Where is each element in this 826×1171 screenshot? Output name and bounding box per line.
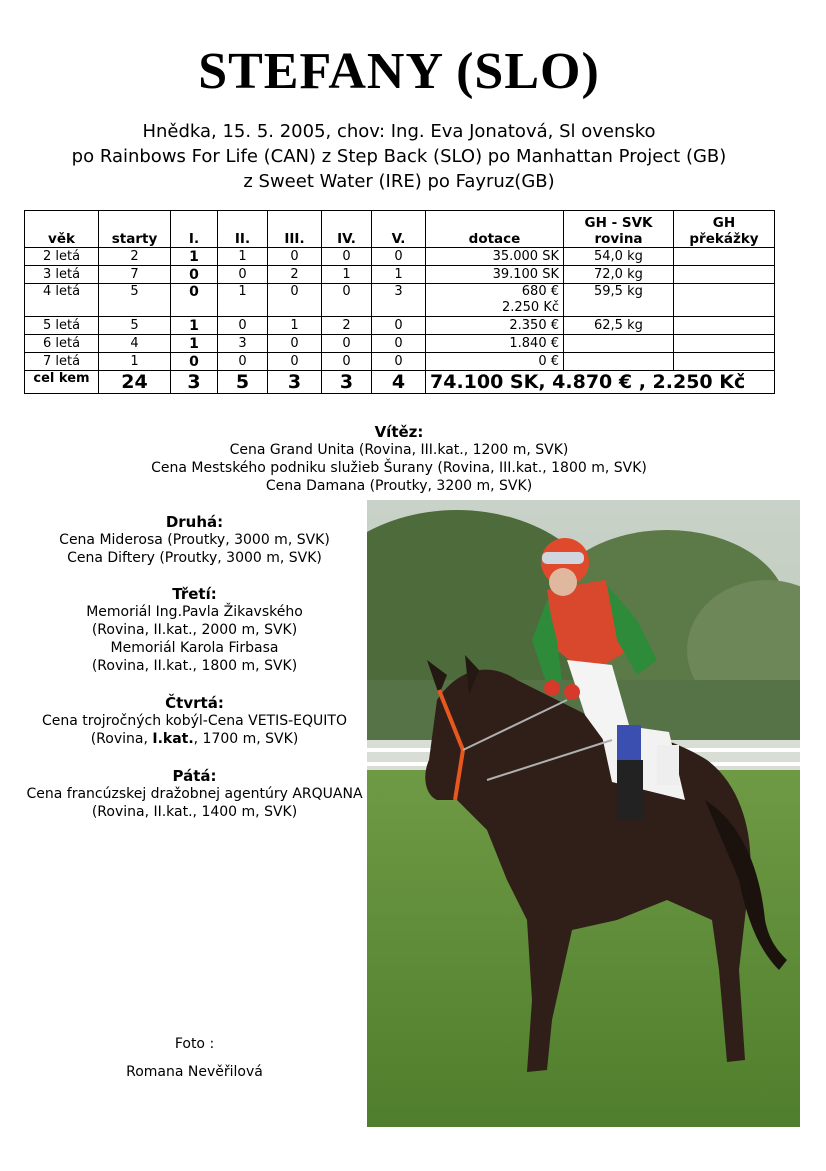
third-item: (Rovina, II.kat., 2000 m, SVK) — [91, 622, 298, 638]
cell-starty: 1 — [99, 353, 171, 371]
horse-pedigree-line-2: po Rainbows For Life (CAN) z Step Back (SLO) po Manhattan Project (GB) — [71, 146, 727, 167]
fourth-item-2 — [22, 730, 367, 748]
fifth-item: (Rovina, II.kat., 1400 m, SVK) — [91, 804, 298, 820]
third-header: Třetí: — [172, 585, 217, 603]
fifth-header: Pátá: — [172, 767, 217, 785]
horse-name: STEFANY (SLO) — [198, 43, 600, 100]
horse-photo-illustration — [367, 500, 800, 1127]
col-header-gh — [674, 211, 775, 248]
horse-pedigree-line-3: z Sweet Water (IRE) po Fayruz(GB) — [243, 171, 555, 192]
col-header-fourth: IV. — [322, 211, 372, 248]
cell-vek: 6 letá — [25, 335, 99, 353]
horse-photo — [367, 500, 800, 1127]
fourth-item: Cena trojročných kobýl-Cena VETIS-EQUITO — [41, 713, 347, 729]
cell-starty: 5 — [99, 317, 171, 335]
cell-gh — [674, 353, 775, 371]
cell-third: 2 — [268, 266, 322, 284]
cell-gh-svk: 59,5 kg — [564, 284, 674, 317]
cell-gh — [674, 284, 775, 317]
col-header-second: II. — [218, 211, 268, 248]
table-row — [25, 266, 775, 284]
cell-gh — [674, 335, 775, 353]
cell-fifth: 0 — [372, 335, 426, 353]
cell-dotace: 35.000 SK — [426, 248, 564, 266]
fourth-item-2a: (Rovina, — [90, 731, 153, 747]
cell-fourth: 0 — [322, 284, 372, 317]
cell-dotace: 2.350 € — [426, 317, 564, 335]
win-item: Cena Mestského podniku služieb Šurany (Rovina, III.kat., 1800 m, SVK) — [151, 460, 647, 476]
cell-third: 1 — [268, 317, 322, 335]
third-item: Memoriál Ing.Pavla Žikavského — [86, 604, 303, 620]
cell-vek: 5 letá — [25, 317, 99, 335]
col-header-vek: věk — [25, 211, 99, 248]
cell-gh — [674, 248, 775, 266]
cell-dotace: 1.840 € — [426, 335, 564, 353]
cell-fourth: 1 — [322, 266, 372, 284]
cell-vek: 4 letá — [25, 284, 99, 317]
photo-credit-label: Foto : — [174, 1036, 215, 1052]
race-stats-table — [24, 210, 775, 394]
cell-first: 0 — [171, 284, 218, 317]
cell-gh-svk: 54,0 kg — [564, 248, 674, 266]
col-header-gh-line2: překážky — [689, 231, 759, 247]
win-item: Cena Grand Unita (Rovina, III.kat., 1200 m, SVK) — [229, 442, 569, 458]
cell-vek: 7 letá — [25, 353, 99, 371]
fourth-item-2c: , 1700 m, SVK) — [193, 731, 299, 747]
cell-dotace — [426, 284, 564, 317]
cell-fifth: 0 — [372, 248, 426, 266]
third-item: (Rovina, II.kat., 1800 m, SVK) — [91, 658, 298, 674]
col-header-gh-svk-line2: rovina — [594, 231, 643, 247]
wins-section — [0, 423, 798, 495]
cell-fifth: 0 — [372, 317, 426, 335]
fourth-item-2b: I.kat. — [152, 731, 194, 747]
table-row — [25, 317, 775, 335]
total-starty: 24 — [99, 371, 171, 394]
table-header-row — [25, 211, 775, 248]
fifth-section — [22, 767, 367, 821]
total-fifth: 4 — [372, 371, 426, 394]
cell-fifth: 1 — [372, 266, 426, 284]
col-header-first: I. — [171, 211, 218, 248]
third-item: Memoriál Karola Firbasa — [110, 640, 279, 656]
cell-third: 0 — [268, 353, 322, 371]
cell-first: 0 — [171, 353, 218, 371]
cell-first: 1 — [171, 317, 218, 335]
cell-third: 0 — [268, 248, 322, 266]
cell-dotace-line1: 680 € — [521, 284, 559, 299]
table-row — [25, 284, 775, 317]
cell-fifth: 0 — [372, 353, 426, 371]
cell-vek: 2 letá — [25, 248, 99, 266]
cell-first: 1 — [171, 248, 218, 266]
col-header-gh-line1: GH — [712, 215, 736, 231]
cell-fourth: 0 — [322, 248, 372, 266]
cell-fourth: 0 — [322, 353, 372, 371]
cell-fifth: 3 — [372, 284, 426, 317]
col-header-fifth: V. — [372, 211, 426, 248]
cell-second: 0 — [218, 266, 268, 284]
fourth-section — [22, 694, 367, 748]
second-item: Cena Miderosa (Proutky, 3000 m, SVK) — [59, 532, 330, 548]
cell-first: 1 — [171, 335, 218, 353]
total-third: 3 — [268, 371, 322, 394]
photo-credit-name: Romana Nevěřilová — [126, 1064, 263, 1080]
cell-fourth: 2 — [322, 317, 372, 335]
win-item: Cena Damana (Proutky, 3200 m, SVK) — [265, 478, 533, 494]
cell-fourth: 0 — [322, 335, 372, 353]
cell-dotace: 0 € — [426, 353, 564, 371]
cell-second: 0 — [218, 353, 268, 371]
cell-gh-svk — [564, 353, 674, 371]
cell-dotace: 39.100 SK — [426, 266, 564, 284]
cell-second: 1 — [218, 248, 268, 266]
col-header-gh-svk — [564, 211, 674, 248]
cell-second: 3 — [218, 335, 268, 353]
wins-header: Vítěz: — [374, 423, 424, 441]
cell-starty: 5 — [99, 284, 171, 317]
col-header-gh-svk-line1: GH - SVK — [584, 215, 653, 231]
fifth-item: Cena francúzskej dražobnej agentúry ARQUANA — [26, 786, 363, 802]
second-section — [22, 513, 367, 567]
table-row — [25, 248, 775, 266]
cell-gh-svk — [564, 335, 674, 353]
photo-credit — [22, 1035, 367, 1081]
table-row — [25, 335, 775, 353]
table-total-row — [25, 371, 775, 394]
fourth-header: Čtvrtá: — [165, 694, 224, 712]
total-label: cel kem — [25, 371, 99, 394]
second-header: Druhá: — [165, 513, 224, 531]
cell-starty: 4 — [99, 335, 171, 353]
total-fourth: 3 — [322, 371, 372, 394]
cell-third: 0 — [268, 284, 322, 317]
cell-gh-svk: 62,5 kg — [564, 317, 674, 335]
cell-second: 0 — [218, 317, 268, 335]
col-header-starty: starty — [99, 211, 171, 248]
cell-gh — [674, 317, 775, 335]
cell-dotace-line2: 2.250 Kč — [501, 300, 559, 315]
total-second: 5 — [218, 371, 268, 394]
cell-starty: 2 — [99, 248, 171, 266]
cell-vek: 3 letá — [25, 266, 99, 284]
total-first: 3 — [171, 371, 218, 394]
table-row — [25, 353, 775, 371]
col-header-dotace: dotace — [426, 211, 564, 248]
cell-starty: 7 — [99, 266, 171, 284]
cell-second: 1 — [218, 284, 268, 317]
cell-first: 0 — [171, 266, 218, 284]
col-header-third: III. — [268, 211, 322, 248]
third-section — [22, 585, 367, 675]
cell-third: 0 — [268, 335, 322, 353]
total-dotace: 74.100 SK, 4.870 € , 2.250 Kč — [426, 371, 775, 394]
second-item: Cena Diftery (Proutky, 3000 m, SVK) — [67, 550, 322, 566]
horse-info-line-1: Hnědka, 15. 5. 2005, chov: Ing. Eva Jonatová, Sl ovensko — [142, 121, 656, 142]
cell-gh-svk: 72,0 kg — [564, 266, 674, 284]
cell-gh — [674, 266, 775, 284]
